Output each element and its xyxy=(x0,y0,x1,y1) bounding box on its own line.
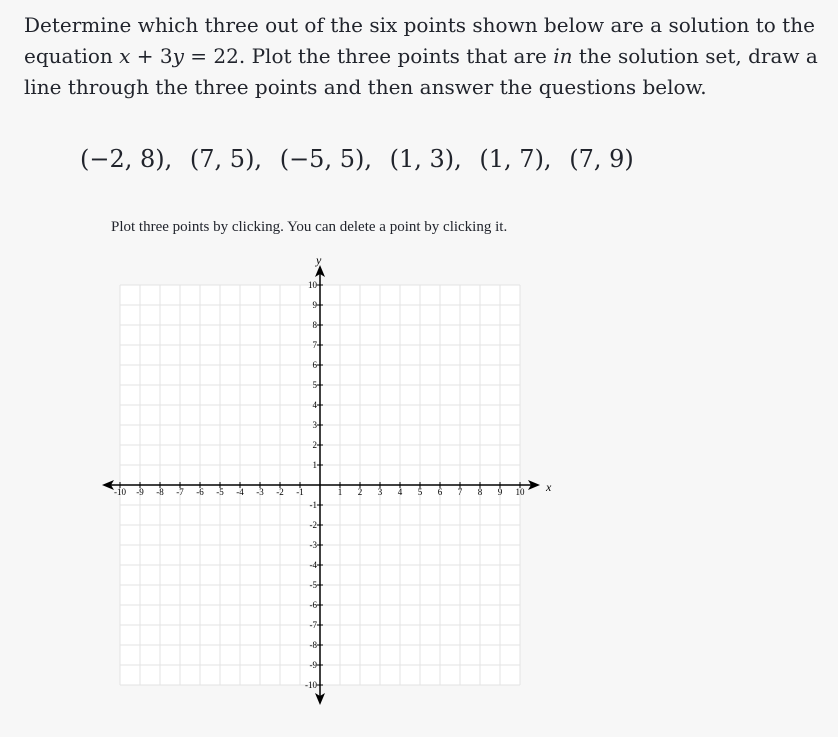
x-tick-label: 3 xyxy=(377,487,383,497)
y-tick-label: 4 xyxy=(312,400,317,410)
x-tick-label: -7 xyxy=(176,487,184,497)
x-tick-label: -10 xyxy=(114,487,126,497)
prompt-text-3: the solution set, draw a line through the three points and then answer the questions below. xyxy=(24,44,818,99)
point-option: (7, 5), xyxy=(189,145,263,173)
x-tick-label: 4 xyxy=(397,487,403,497)
point-option: (1, 3), xyxy=(389,145,462,173)
y-tick-label: 7 xyxy=(312,340,317,350)
y-axis-label: y xyxy=(316,253,322,267)
y-tick-label: -1 xyxy=(309,500,317,510)
candidate-points xyxy=(80,145,644,173)
x-tick-label: -3 xyxy=(256,487,264,497)
x-tick-label: -9 xyxy=(136,487,144,497)
equation-x: x xyxy=(119,44,131,68)
x-tick-label: 8 xyxy=(477,487,483,497)
graph-instructions: Plot three points by clicking. You can delete a point by clicking it. xyxy=(111,219,508,235)
y-tick-label: -8 xyxy=(309,640,317,650)
x-tick-label: 10 xyxy=(515,487,525,497)
y-tick-label: 8 xyxy=(312,320,317,330)
x-tick-label: -1 xyxy=(296,487,304,497)
y-tick-label: 6 xyxy=(312,360,317,370)
x-tick-label: -5 xyxy=(216,487,224,497)
equation-rest: = 22 xyxy=(183,44,239,68)
point-option: (−5, 5), xyxy=(279,145,372,173)
x-tick-label: 5 xyxy=(417,487,423,497)
y-tick-label: 9 xyxy=(312,300,317,310)
point-option: (−2, 8), xyxy=(80,145,173,173)
y-tick-label: 2 xyxy=(312,440,317,450)
x-tick-label: 6 xyxy=(437,487,443,497)
question-prompt xyxy=(24,10,824,103)
y-tick-label: -2 xyxy=(309,520,317,530)
x-tick-label: -8 xyxy=(156,487,164,497)
coordinate-plane-container[interactable] xyxy=(95,250,565,720)
equation-y: y xyxy=(172,44,184,68)
x-tick-label: 2 xyxy=(357,487,363,497)
x-tick-label: 1 xyxy=(337,487,343,497)
y-tick-label: -6 xyxy=(309,600,317,610)
y-tick-label: 1 xyxy=(312,460,317,470)
y-tick-label: -7 xyxy=(309,620,317,630)
x-tick-label: -2 xyxy=(276,487,284,497)
coordinate-plane[interactable] xyxy=(95,250,565,720)
point-option: (7, 9) xyxy=(569,145,634,173)
prompt-text-1: Determine which three out of the six points shown below are a solution to the equation xyxy=(24,13,815,68)
equation-plus: + 3 xyxy=(130,44,173,68)
x-tick-label: 9 xyxy=(497,487,503,497)
y-tick-label: -5 xyxy=(309,580,317,590)
point-option: (1, 7), xyxy=(479,145,552,173)
x-axis-label: x xyxy=(546,480,552,494)
y-tick-label: -10 xyxy=(305,680,317,690)
x-tick-label: 7 xyxy=(457,487,463,497)
y-tick-label: -3 xyxy=(309,540,317,550)
y-tick-label: -4 xyxy=(309,560,317,570)
y-tick-label: 3 xyxy=(312,420,317,430)
x-tick-label: -6 xyxy=(196,487,204,497)
x-tick-label: -4 xyxy=(236,487,244,497)
y-tick-label: -9 xyxy=(309,660,317,670)
y-tick-label: 10 xyxy=(308,280,317,290)
prompt-emphasis: in xyxy=(553,44,573,68)
y-tick-label: 5 xyxy=(312,380,317,390)
prompt-text-2: . Plot the three points that are xyxy=(238,44,554,68)
